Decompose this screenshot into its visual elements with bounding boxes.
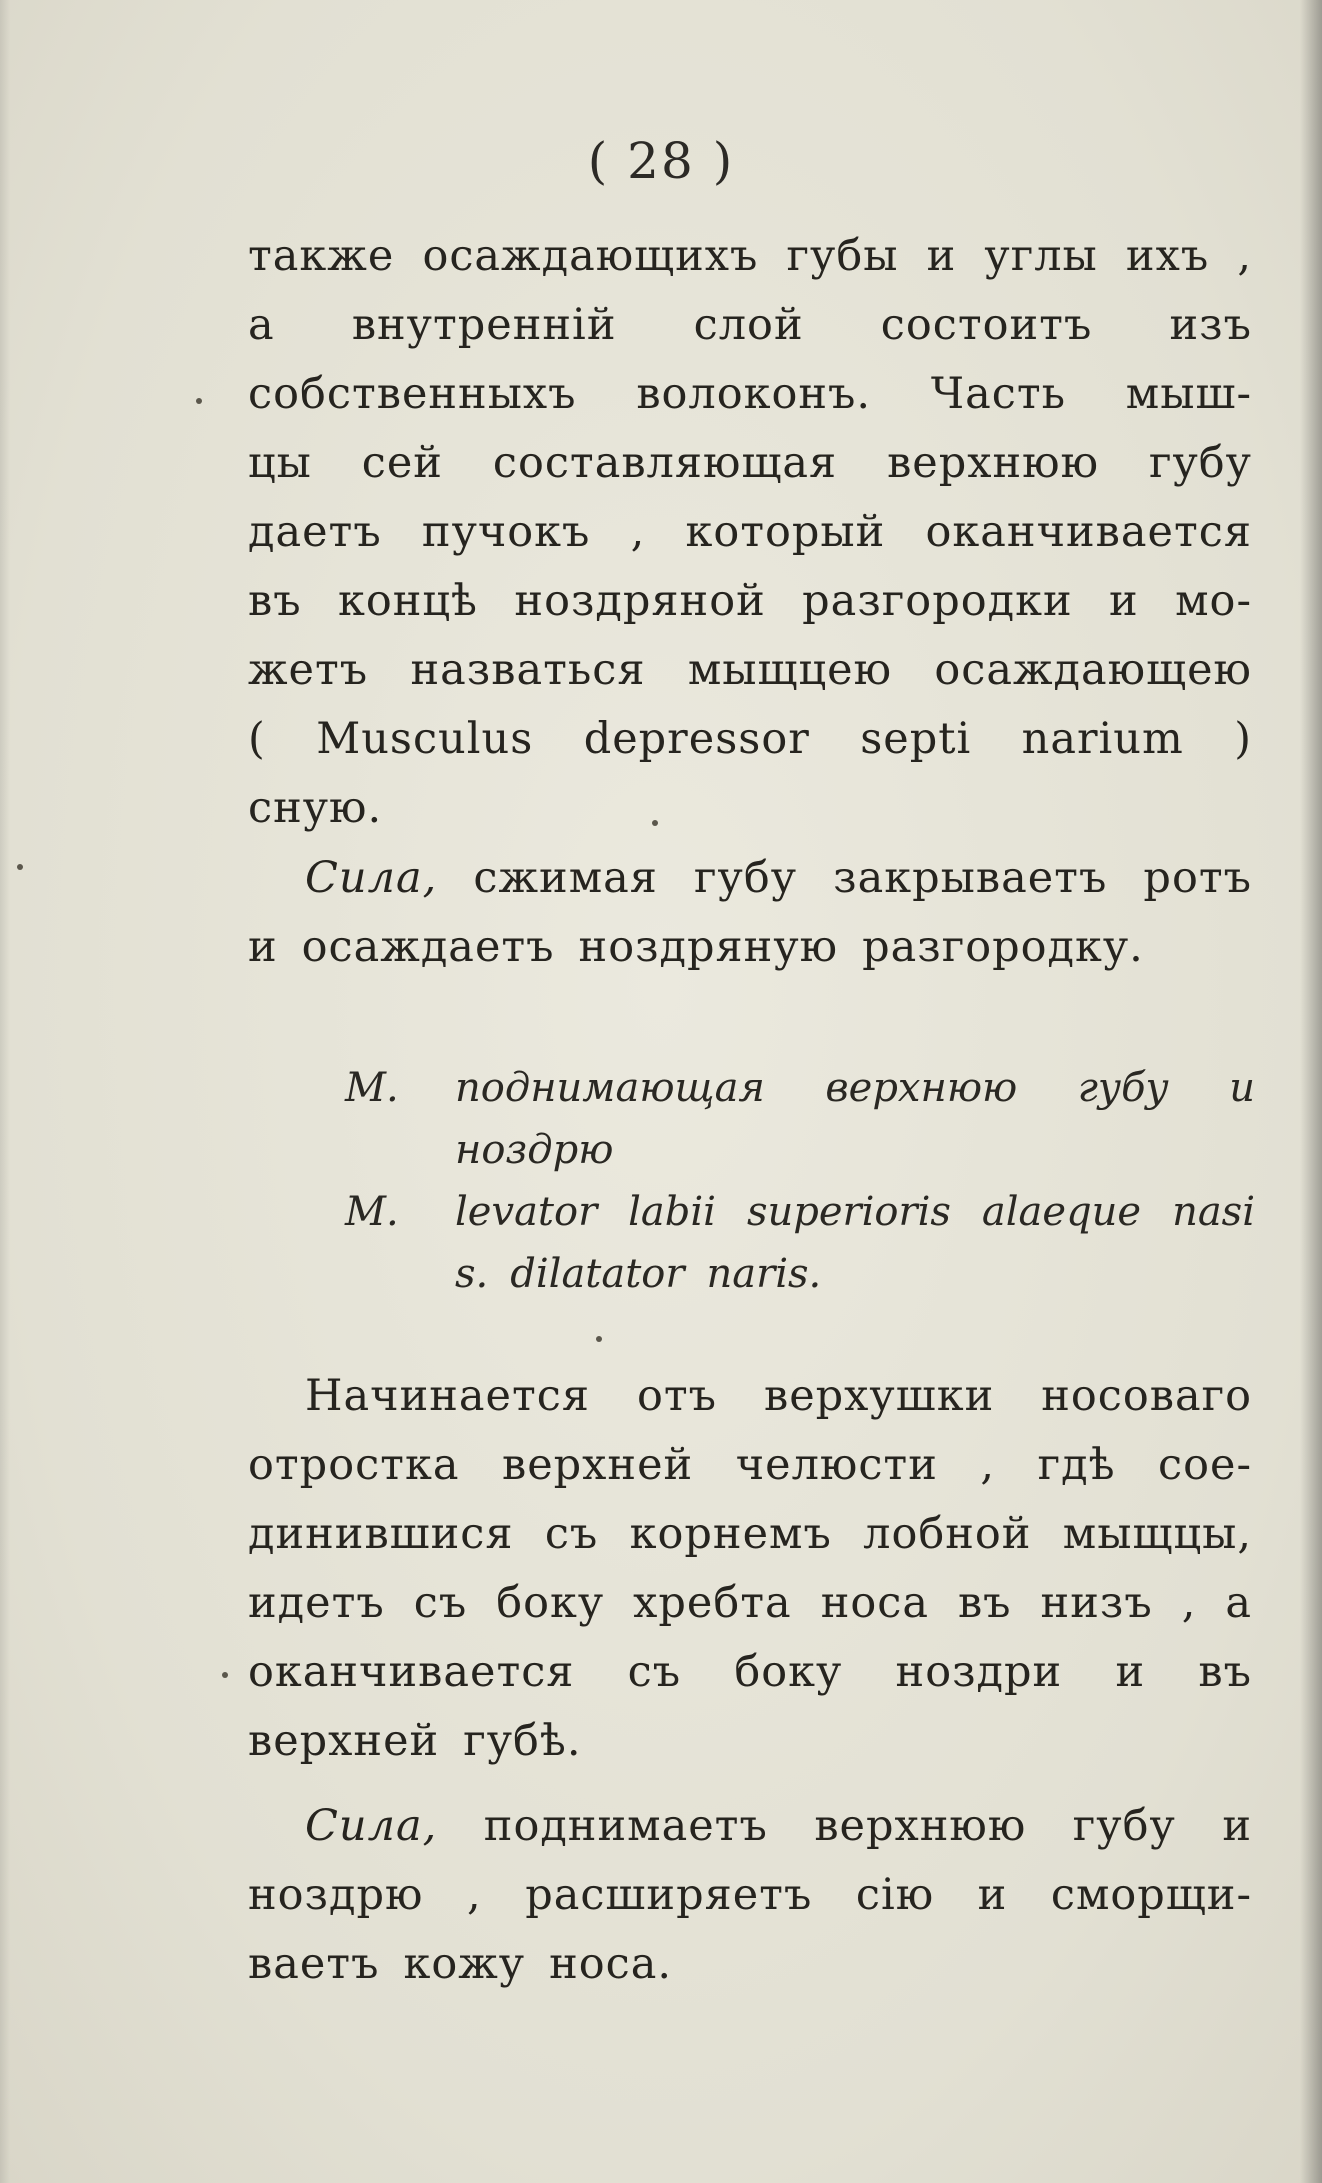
word: верхнюю [814,1801,1027,1851]
text-line [248,567,1252,636]
text-line [248,913,1252,982]
word: осаждаетъ [301,922,555,972]
muscle-marker: M. [345,1065,399,1111]
text-line [248,1792,1252,1861]
word: ихъ [1125,231,1210,281]
word: оканчивается [248,1647,575,1697]
paragraph-1 [248,222,1252,843]
word: который [685,507,886,557]
word: сое- [1158,1440,1252,1490]
word: depressor [583,714,810,764]
heading-word: levator [455,1189,598,1235]
word: въ [957,1578,1012,1628]
ink-speck [596,1336,602,1342]
word: губу [1148,438,1252,488]
muscle-marker: M. [345,1189,399,1235]
text-line [248,1431,1252,1500]
italic-lead-word: Сила, [305,853,438,903]
text-line [248,1569,1252,1638]
word: Начинается [305,1371,590,1421]
word: Musculus [316,714,534,764]
word: narium [1021,714,1184,764]
text-line [248,1707,1252,1776]
word: верхушки [763,1371,995,1421]
word: цы [248,438,312,488]
word: ротъ [1143,853,1252,903]
word: разгородки [802,576,1073,626]
word: отъ [636,1371,717,1421]
word: челюсти [735,1440,938,1490]
left-edge-shadow [0,0,10,2183]
heading-word: superioris [746,1189,951,1235]
ink-speck [222,1672,228,1678]
word: сію [855,1870,935,1920]
word: губѣ. [463,1716,582,1766]
muscle-marker [345,1119,455,1181]
text-line [248,636,1252,705]
text-line [248,429,1252,498]
paragraph-3 [248,1362,1252,1776]
word: состоитъ [880,300,1093,350]
word: въ [248,576,302,626]
word: сную. [248,783,383,833]
word: ) [1234,714,1252,764]
word: динившися [248,1509,514,1559]
word: , [980,1440,996,1490]
heading-row [345,1181,1255,1243]
page-number: ( 28 ) [587,132,735,190]
word: съ [627,1647,682,1697]
paragraph-4 [248,1792,1252,1999]
word: носоваго [1041,1371,1252,1421]
ink-speck [652,820,658,826]
word: концѣ [337,576,478,626]
word: а [248,300,275,350]
word: собственныхъ [248,369,577,419]
word: губы [786,231,899,281]
word: разгородку. [862,922,1144,972]
text-line [248,498,1252,567]
word: боку [734,1647,843,1697]
heading-row [345,1243,1255,1305]
word: и [1222,1801,1252,1851]
heading-word: alaeque [981,1189,1142,1235]
word: сей [361,438,443,488]
paragraph-2 [248,844,1252,982]
heading-word: ноздрю [455,1127,614,1173]
text-line [248,1861,1252,1930]
heading-row [345,1119,1255,1181]
word: , [630,507,646,557]
word: сжимая [473,853,658,903]
word: низъ [1040,1578,1153,1628]
word: мо- [1175,576,1252,626]
text-line [248,774,1252,843]
word: слой [693,300,804,350]
word: сморщи- [1050,1870,1252,1920]
heading-word: labii [628,1189,716,1235]
word: осаждающихъ [422,231,759,281]
heading-word: nasi [1172,1189,1255,1235]
muscle-marker [345,1243,455,1305]
word: изъ [1169,300,1252,350]
heading-word: s. [455,1251,489,1297]
italic-lead-word: Сила, [305,1801,438,1851]
word: хребта [633,1578,792,1628]
word: верхней [248,1716,440,1766]
heading-word: верхнюю [825,1065,1018,1111]
text-line [248,360,1252,429]
heading-word: dilatator [510,1251,685,1297]
word: и [977,1870,1008,1920]
word: закрываетъ [833,853,1108,903]
word: жетъ [248,645,369,695]
word: Часть [930,369,1067,419]
word: въ [1198,1647,1252,1697]
word: губу [694,853,798,903]
word: и [1115,1647,1146,1697]
word: губу [1072,1801,1176,1851]
word: верхнюю [887,438,1100,488]
word: съ [413,1578,468,1628]
word: корнемъ [629,1509,832,1559]
right-edge-shadow [1300,0,1322,2183]
word: назваться [410,645,646,695]
word: углы [984,231,1098,281]
word: мыщцы, [1062,1509,1252,1559]
text-line [248,844,1252,913]
word: носа [820,1578,929,1628]
text-line [248,1930,1252,1999]
text-line [248,1500,1252,1569]
word: мыщцею [687,645,893,695]
word: , [1181,1578,1197,1628]
text-line [248,1362,1252,1431]
word: кожу [403,1939,526,1989]
heading-word: и [1229,1065,1255,1111]
word: ( [248,714,266,764]
word: волоконъ. [636,369,872,419]
ink-speck [196,398,202,404]
text-line [248,1638,1252,1707]
heading-word: губу [1077,1065,1169,1111]
text-line [248,705,1252,774]
word: , [1237,231,1252,281]
word: ноздряную [578,922,839,972]
word: лобной [863,1509,1032,1559]
word: оканчивается [925,507,1252,557]
word: ноздри [895,1647,1063,1697]
word: и [248,922,278,972]
word: и [1109,576,1139,626]
word: пучокъ [421,507,591,557]
word: ваетъ [248,1939,380,1989]
word: даетъ [248,507,382,557]
word: идетъ [248,1578,385,1628]
word: отростка [248,1440,460,1490]
word: ноздрю [248,1870,424,1920]
word: расширяетъ [525,1870,813,1920]
text-line [248,222,1252,291]
word: мыш- [1125,369,1252,419]
word: поднимаетъ [483,1801,768,1851]
heading-row [345,1057,1255,1119]
heading-word: поднимающая [455,1065,765,1111]
ink-speck [17,864,23,870]
heading-word: naris. [706,1251,822,1297]
word: съ [544,1509,599,1559]
word: внутренній [351,300,617,350]
word: осаждающею [934,645,1252,695]
word: и [926,231,957,281]
muscle-heading [345,1057,1255,1305]
word: а [1225,1578,1252,1628]
word: ноздряной [514,576,766,626]
text-line [248,291,1252,360]
word: также [248,231,395,281]
word: носа. [549,1939,673,1989]
word: составляющая [492,438,838,488]
word: septi [860,714,972,764]
word: боку [496,1578,605,1628]
word: , [466,1870,482,1920]
word: гдѣ [1037,1440,1116,1490]
word: верхней [502,1440,694,1490]
